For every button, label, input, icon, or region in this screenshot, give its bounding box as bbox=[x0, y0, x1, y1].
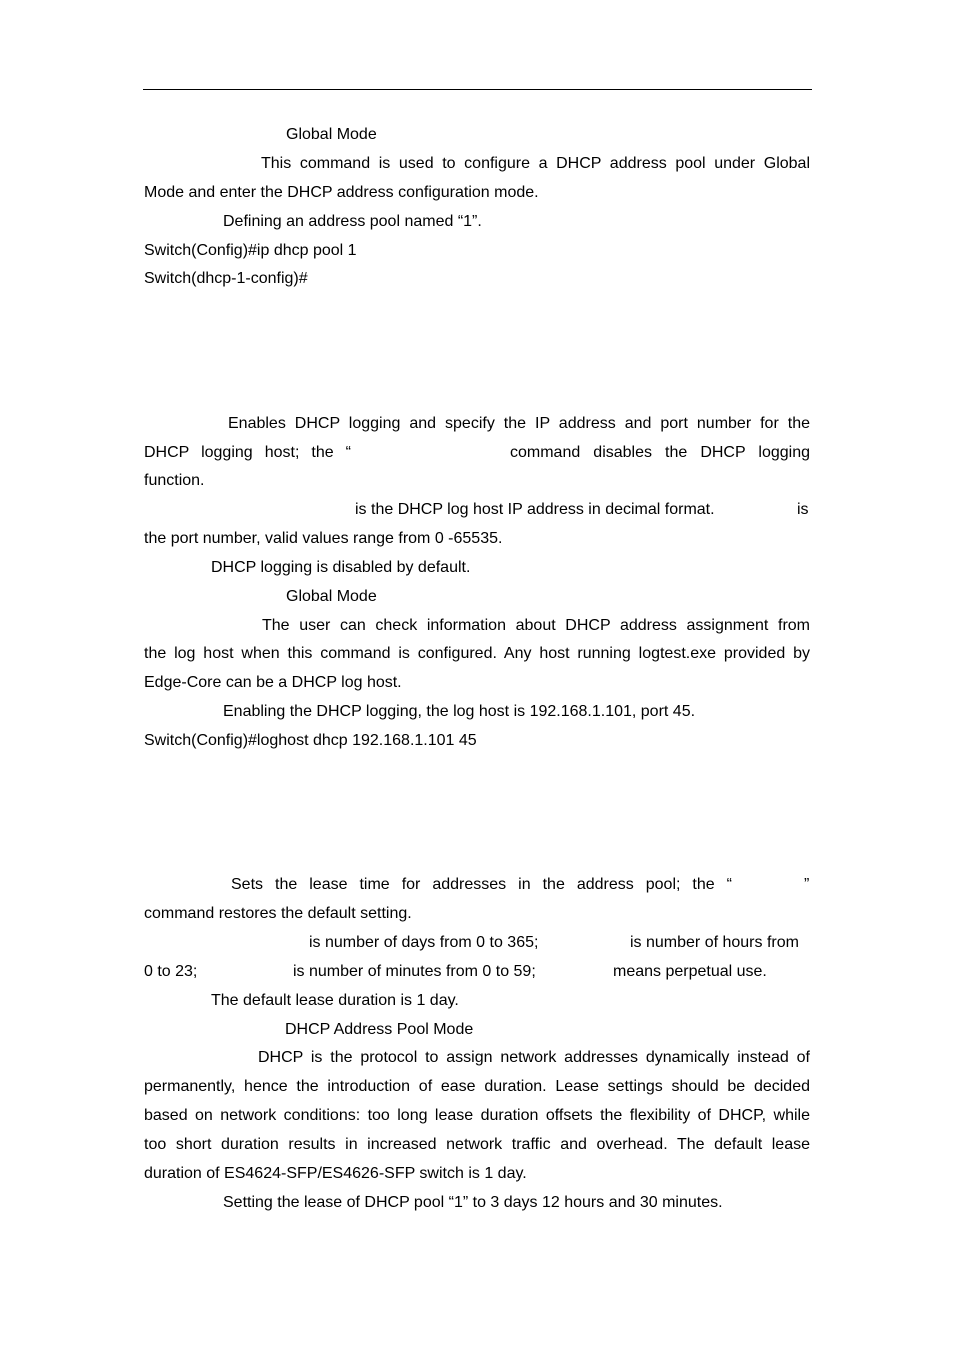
s2-function-line-1: Enables DHCP logging and specify the IP address and port number for the bbox=[228, 415, 810, 432]
s1-example-command-2: Switch(dhcp-1-config)# bbox=[144, 270, 308, 287]
s1-command-mode: Global Mode bbox=[286, 126, 377, 143]
s3-parameter-minutes: is number of minutes from 0 to 59; bbox=[293, 963, 536, 980]
s3-parameter-hours-range: 0 to 23; bbox=[144, 963, 198, 980]
s3-default: The default lease duration is 1 day. bbox=[211, 992, 459, 1009]
s3-function-line-1a: Sets the lease time for addresses in the address pool; the “ bbox=[231, 876, 732, 893]
s2-usage-line-3: Edge-Core can be a DHCP log host. bbox=[144, 674, 402, 691]
s2-usage-line-2: the log host when this command is configured. Any host running logtest.exe provided by bbox=[144, 645, 810, 662]
s3-parameter-days: is number of days from 0 to 365; bbox=[309, 934, 539, 951]
s2-parameter-line-2: the port number, valid values range from 0 -65535. bbox=[144, 530, 503, 547]
s1-example-command-1: Switch(Config)#ip dhcp pool 1 bbox=[144, 242, 357, 259]
s2-function-line-2b: command disables the DHCP logging bbox=[510, 444, 810, 461]
s2-default: DHCP logging is disabled by default. bbox=[211, 559, 471, 576]
s3-command-mode: DHCP Address Pool Mode bbox=[285, 1021, 474, 1038]
s3-usage-line-4: too short duration results in increased network traffic and overhead. The default lease bbox=[144, 1136, 810, 1153]
s3-function-line-1b: ” bbox=[804, 876, 810, 893]
s2-parameter-ip: is the DHCP log host IP address in decimal format. bbox=[355, 501, 715, 518]
s2-function-line-3: function. bbox=[144, 472, 205, 489]
s3-usage-line-3: based on network conditions: too long lease duration offsets the flexibility of DHCP, while bbox=[144, 1107, 810, 1124]
s3-parameter-infinite: means perpetual use. bbox=[613, 963, 767, 980]
s2-parameter-port: is bbox=[797, 501, 809, 518]
s2-usage-line-1: The user can check information about DHCP address assignment from bbox=[262, 617, 810, 634]
s3-function-line-2: command restores the default setting. bbox=[144, 905, 412, 922]
header-rule bbox=[143, 89, 812, 90]
s2-command-mode: Global Mode bbox=[286, 588, 377, 605]
s3-parameter-hours: is number of hours from bbox=[630, 934, 799, 951]
s2-example-desc: Enabling the DHCP logging, the log host is 192.168.1.101, port 45. bbox=[223, 703, 696, 720]
s3-usage-line-5: duration of ES4624-SFP/ES4626-SFP switch is 1 day. bbox=[144, 1165, 527, 1182]
s1-usage-line-1: This command is used to configure a DHCP address pool under Global bbox=[261, 155, 810, 172]
s2-function-line-2a: DHCP logging host; the “ bbox=[144, 444, 351, 461]
s3-usage-line-1: DHCP is the protocol to assign network addresses dynamically instead of bbox=[258, 1049, 810, 1066]
s3-example-desc: Setting the lease of DHCP pool “1” to 3 days 12 hours and 30 minutes. bbox=[223, 1194, 723, 1211]
s1-example-desc: Defining an address pool named “1”. bbox=[223, 213, 482, 230]
s3-usage-line-2: permanently, hence the introduction of ease duration. Lease settings should be decided bbox=[144, 1078, 810, 1095]
s1-usage-line-2: Mode and enter the DHCP address configuration mode. bbox=[144, 184, 539, 201]
s2-example-command: Switch(Config)#loghost dhcp 192.168.1.101 45 bbox=[144, 732, 477, 749]
